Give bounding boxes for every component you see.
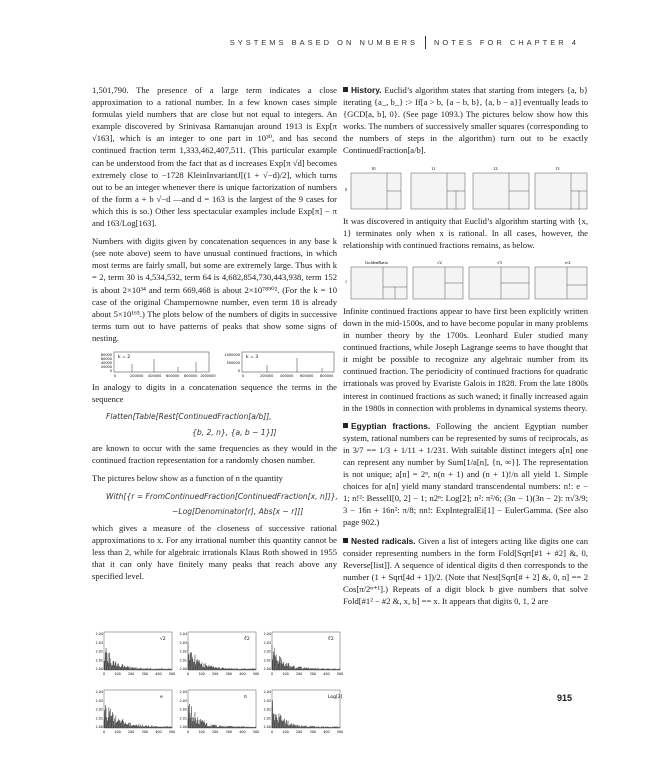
- roth-plot-panel: [180, 690, 259, 734]
- egyptian-text: Following the ancient Egyptian number system, rational numbers can be represented by sums of reciprocals, as in 3/7 == 1/3 + 1/11 + 1/231. With suitable distinct integers a[n] one can represent any number by Sum[1/a[n], {n, ∞}]. The representation is not unique; a[n] = 2ⁿ, n(n + 1) and (n + 1)!/n all yield 1. Simple choices for a[n] yield many standard transcendental numbers: n!: e − 1; n!²: BesselI[0, 2] − 1; n2ⁿ: Log[2]; n²: π²/6; (3n − 1)(3n − 2): π√3/9; 3 − 16n + 16n²: π/8; nn!: ExpIntegralEi[1] − EulerGamma. (See also page 902.): [343, 420, 588, 528]
- panel-e-half: [535, 260, 587, 299]
- panel-sqrt3: [469, 260, 529, 299]
- ytick-label: 2.01: [263, 716, 271, 721]
- paragraph-roth: which gives a measure of the closeness of successive rational approximations to x. For any irrational number this quantity cannot be less than 2, while for algebraic irrationals Klaus Roth showed in 1955 that it can only have finitely many peaks that reach above any specified level.: [92, 522, 337, 581]
- roth-plot-label: e: [160, 695, 163, 700]
- nested-heading: Nested radicals.: [351, 535, 416, 546]
- ytick-label: 2.04: [263, 690, 271, 694]
- xtick-label: 300: [225, 730, 232, 734]
- xtick-label: 100: [198, 672, 205, 676]
- roth-plot-trace: [104, 705, 172, 728]
- xtick-label: 500: [252, 672, 260, 676]
- left-column: [92, 84, 337, 588]
- ytick-label: 2.02: [263, 649, 271, 654]
- paragraph-history-cf: Infinite continued fractions appear to have first been explicitly written down in the mid-1500s, and to have become popular in many problems in number theory by the 1700s. Leonhard Euler studied many continued fractions, while Joseph Lagrange seems to have thought that it might be possible to recognize any algebraic number from its continued fraction. The periodicity of continued fractions for quadratic irrationals was proved by Evariste Galois in 1828. From the late 1800s interest in continued fractions as such waned; it finally increased again in the 1980s in connection with problems in dynamical systems theory.: [343, 305, 588, 413]
- xtick-label: 300: [309, 672, 316, 676]
- code-with-line2: −Log[Denominator[r], Abs[x − r]]]: [172, 507, 304, 517]
- panel-label: 13: [555, 165, 560, 171]
- ytick-label: 2.04: [179, 690, 187, 694]
- ytick: 500000: [226, 360, 240, 365]
- ytick-label: 2.00: [95, 725, 103, 729]
- nested-text: Given a list of integers acting like digits one can consider representing numbers in the form Fold[Sqrt[#1 + #2] &, 0, Reverse[list]]. A sequence of identical digits d then corresponds to the number (1 + Sqrt[4d + 1])/2. (Note that Nest[Sqrt[# + 2] &, 0, n] == 2 Cos[π/2ⁿ⁺¹].) Repeats of a digit block b give numbers that solve Fold[#1² − #2 &, x, b] == x. It appears that digits 0, 1, 2 are: [343, 535, 589, 606]
- euclid-panel-12: [473, 166, 529, 209]
- xtick: 600000: [166, 373, 180, 378]
- ytick-label: 2.04: [263, 632, 271, 636]
- panel-label: √2: [437, 259, 442, 265]
- xtick-label: 400: [323, 672, 330, 676]
- roth-plots-figure: [92, 628, 344, 746]
- xtick-label: 100: [282, 730, 289, 734]
- xtick-label: 300: [225, 672, 232, 676]
- ytick: 1000000: [224, 352, 240, 357]
- paragraph-history: [343, 84, 588, 157]
- xtick-label: 400: [155, 730, 162, 734]
- header-divider: [425, 36, 426, 49]
- xtick-label: 400: [239, 730, 246, 734]
- ytick-label: 2.04: [95, 690, 103, 694]
- panel-label: 12: [493, 165, 498, 171]
- xtick-label: 500: [168, 730, 176, 734]
- roth-plot-trace: [272, 700, 340, 728]
- ytick-label: 2.02: [179, 707, 187, 712]
- header-section-title: SYSTEMS BASED ON NUMBERS: [229, 38, 418, 47]
- panel-sqrt2: [413, 260, 463, 299]
- roth-plot-label: Log[2]: [328, 695, 343, 700]
- golden-side-label: 1: [345, 278, 347, 284]
- ytick: 80000: [100, 352, 112, 357]
- xtick-label: 100: [114, 730, 121, 734]
- ytick-label: 2.03: [95, 698, 103, 703]
- xtick-label: 200: [296, 672, 303, 676]
- euclid-panel-11: [411, 166, 465, 209]
- xtick-label: 500: [252, 730, 260, 734]
- xtick-label: 400: [239, 672, 246, 676]
- paragraph-quantity: The pictures below show as a function of n the quantity: [92, 473, 283, 484]
- ytick-label: 2.01: [95, 658, 103, 663]
- ytick-label: 2.00: [179, 725, 187, 729]
- roth-plot-trace: [104, 648, 172, 670]
- xtick: 200000: [130, 373, 144, 378]
- golden-squares-figure: [343, 257, 588, 301]
- roth-plot-label: ∜2: [328, 637, 334, 642]
- ytick-label: 2.04: [179, 632, 187, 636]
- xtick: 800000: [184, 373, 198, 378]
- digits-plot-figure: [92, 350, 337, 378]
- roth-plot-trace: [188, 642, 256, 670]
- euclid-side-label: 8: [345, 186, 347, 192]
- xtick: 800000: [320, 373, 334, 378]
- paragraph-antiquity: It was discovered in antiquity that Euclid’s algorithm starting with {x, 1} terminates only when x is rational. In all cases, however, the relationship with continued fractions remains, as below.: [343, 215, 588, 250]
- ytick-label: 2.01: [95, 716, 103, 721]
- xtick-label: 200: [128, 730, 135, 734]
- history-heading: History.: [351, 85, 382, 95]
- digits-plot-k3-label: k = 3: [246, 354, 259, 360]
- xtick-label: 0: [102, 672, 106, 676]
- xtick-label: 300: [141, 730, 148, 734]
- history-text: Euclid’s algorithm states that starting from integers {a, b} iterating {a_, b_} :> If[a > b, {a − b, b}, {a, b − a}] eventually leads to {GCD[a, b], 0}. (See page 1093.) The pictures below show how this works. The numbers of successively smaller squares (corresponding to the numbers of steps in the algorithm) turn out to be exactly ContinuedFraction[a/b].: [343, 85, 588, 156]
- xtick-label: 500: [336, 730, 344, 734]
- paragraph-ramanujan: 1,501,790. The presence of a large term indicates a close approximation to a rational number. In a few known cases simple formulas yield numbers that are close but not equal to integers. An example discovered by Srinivasa Ramanujan around 1913 is Exp[π √163], which is an integer to one part in 10³⁰, and has second continued fraction term 1,333,462,407,511. (This particular example can be understood from the fact that as d increases Exp[π √d] becomes extremely close to −1728 KleinInvariantJ[(1 + √−d)/2], which turns out to be an integer whenever there is unique factorization of numbers of the form a + b √−d —and d = 163 is the largest of the 9 cases for which this is so.) Other less spectacular examples include Exp[π] − π and 163/Log[163].: [92, 85, 337, 229]
- roth-plot-panel: [96, 690, 175, 734]
- paragraph-nested: [343, 535, 588, 608]
- roth-plot-panel: [264, 632, 343, 676]
- xtick: 1000000: [200, 373, 216, 378]
- ytick-label: 2.00: [263, 725, 271, 729]
- xtick: 0: [114, 373, 117, 378]
- xtick-label: 200: [212, 730, 219, 734]
- digits-plot-k2: [101, 352, 216, 378]
- ytick: 40000: [100, 360, 112, 365]
- xtick-label: 0: [270, 730, 274, 734]
- roth-plot-trace: [188, 704, 256, 728]
- section-bullet-icon: [343, 538, 348, 543]
- roth-plot-panel: [180, 632, 259, 676]
- egyptian-heading: Egyptian fractions.: [351, 420, 431, 431]
- euclid-panel-13: [535, 166, 587, 209]
- xtick-label: 200: [212, 672, 219, 676]
- ytick-label: 2.00: [263, 667, 271, 671]
- roth-plot-panel: [96, 632, 175, 676]
- ytick-label: 2.01: [263, 658, 271, 663]
- ytick-label: 2.03: [263, 640, 271, 645]
- xtick-label: 0: [186, 730, 190, 734]
- xtick-label: 100: [198, 730, 205, 734]
- xtick: 600000: [300, 373, 314, 378]
- roth-plot-label: ∛2: [244, 637, 250, 642]
- ytick-label: 2.00: [95, 667, 103, 671]
- code-flatten-line2: {b, 2, n}, {a, b − 1}]]: [192, 427, 277, 437]
- euclid-squares-figure: [343, 163, 588, 211]
- panel-golden-ratio: [351, 260, 407, 299]
- header-chapter-notes: NOTES FOR CHAPTER 4: [434, 38, 579, 47]
- xtick-label: 100: [282, 672, 289, 676]
- xtick-label: 200: [128, 672, 135, 676]
- xtick-label: 0: [186, 672, 190, 676]
- xtick: 200000: [260, 373, 274, 378]
- xtick-label: 100: [114, 672, 121, 676]
- xtick: 400000: [148, 373, 162, 378]
- roth-plot-trace: [272, 645, 340, 671]
- section-bullet-icon: [343, 87, 348, 92]
- ytick-label: 2.01: [179, 658, 187, 663]
- ytick-label: 2.03: [95, 640, 103, 645]
- xtick-label: 300: [141, 672, 148, 676]
- xtick-label: 0: [270, 672, 274, 676]
- panel-label: 11: [431, 165, 436, 171]
- euclid-panel-10: [351, 166, 401, 209]
- digits-plot-k2-label: k = 2: [118, 354, 131, 360]
- code-flatten-line1: Flatten[Table[Rest[ContinuedFraction[a/b]],: [106, 412, 272, 422]
- ytick-label: 2.02: [179, 649, 187, 654]
- paragraph-analogy: In analogy to digits in a concatenation sequence the terms in the sequence: [92, 382, 337, 405]
- xtick: 400000: [280, 373, 294, 378]
- ytick-label: 2.02: [263, 707, 271, 712]
- ytick-label: 2.03: [263, 698, 271, 703]
- ytick-label: 2.00: [179, 667, 187, 671]
- roth-plot-panel: [264, 690, 343, 734]
- code-with-line1: With[{r = FromContinuedFraction[ContinuedFraction[x, n]]},: [106, 491, 338, 501]
- ytick-label: 2.01: [179, 716, 187, 721]
- xtick: 0: [242, 373, 245, 378]
- paragraph-concatenation: Numbers with digits given by concatenation sequences in any base k (see note above) seem to have unusual continued fractions, in which most terms are fairly small, but some are extremely large. Thus with k = 2, term 30 is 4,534,532, term 64 is 4,682,854,730,443,938, term 152 is about 2×10³⁴ and term 669,468 is about 2×10⁷⁸⁹⁰². (For the k = 10 case of the original Champernowne number, even term 18 is already about 5×10¹⁶⁵.) The plots below of the numbers of digits in successive terms turn out to have patterns of peaks that show some signs of nesting.: [92, 236, 337, 343]
- paragraph-egyptian: [343, 420, 588, 529]
- panel-label: GoldenRatio: [365, 259, 388, 265]
- digits-plot-k3: [224, 352, 334, 378]
- right-column: [343, 84, 588, 613]
- xtick-label: 400: [155, 672, 162, 676]
- running-header: [0, 38, 650, 52]
- ytick: 0: [109, 368, 112, 373]
- ytick-label: 2.02: [95, 649, 103, 654]
- ytick-label: 2.04: [95, 632, 103, 636]
- xtick-label: 500: [336, 672, 344, 676]
- ytick-label: 2.02: [95, 707, 103, 712]
- roth-plot-label: π: [244, 695, 247, 700]
- xtick-label: 400: [323, 730, 330, 734]
- xtick-label: 300: [309, 730, 316, 734]
- ytick-label: 2.03: [179, 698, 187, 703]
- xtick-label: 200: [296, 730, 303, 734]
- panel-label: 10: [371, 165, 376, 171]
- section-bullet-icon: [343, 423, 348, 428]
- xtick-label: 0: [102, 730, 106, 734]
- panel-label: √3: [497, 259, 502, 265]
- panel-label: e/2: [565, 259, 571, 265]
- ytick: 20000: [100, 364, 112, 369]
- ytick: 0: [237, 368, 240, 373]
- paragraph-frequencies: are known to occur with the same frequencies as they would in the continued fraction representation for a randomly chosen number.: [92, 443, 337, 466]
- page-number: 915: [556, 693, 572, 703]
- ytick-label: 2.03: [179, 640, 187, 645]
- ytick: 60000: [100, 356, 112, 361]
- xtick-label: 500: [168, 672, 176, 676]
- roth-plot-label: √2: [160, 637, 166, 642]
